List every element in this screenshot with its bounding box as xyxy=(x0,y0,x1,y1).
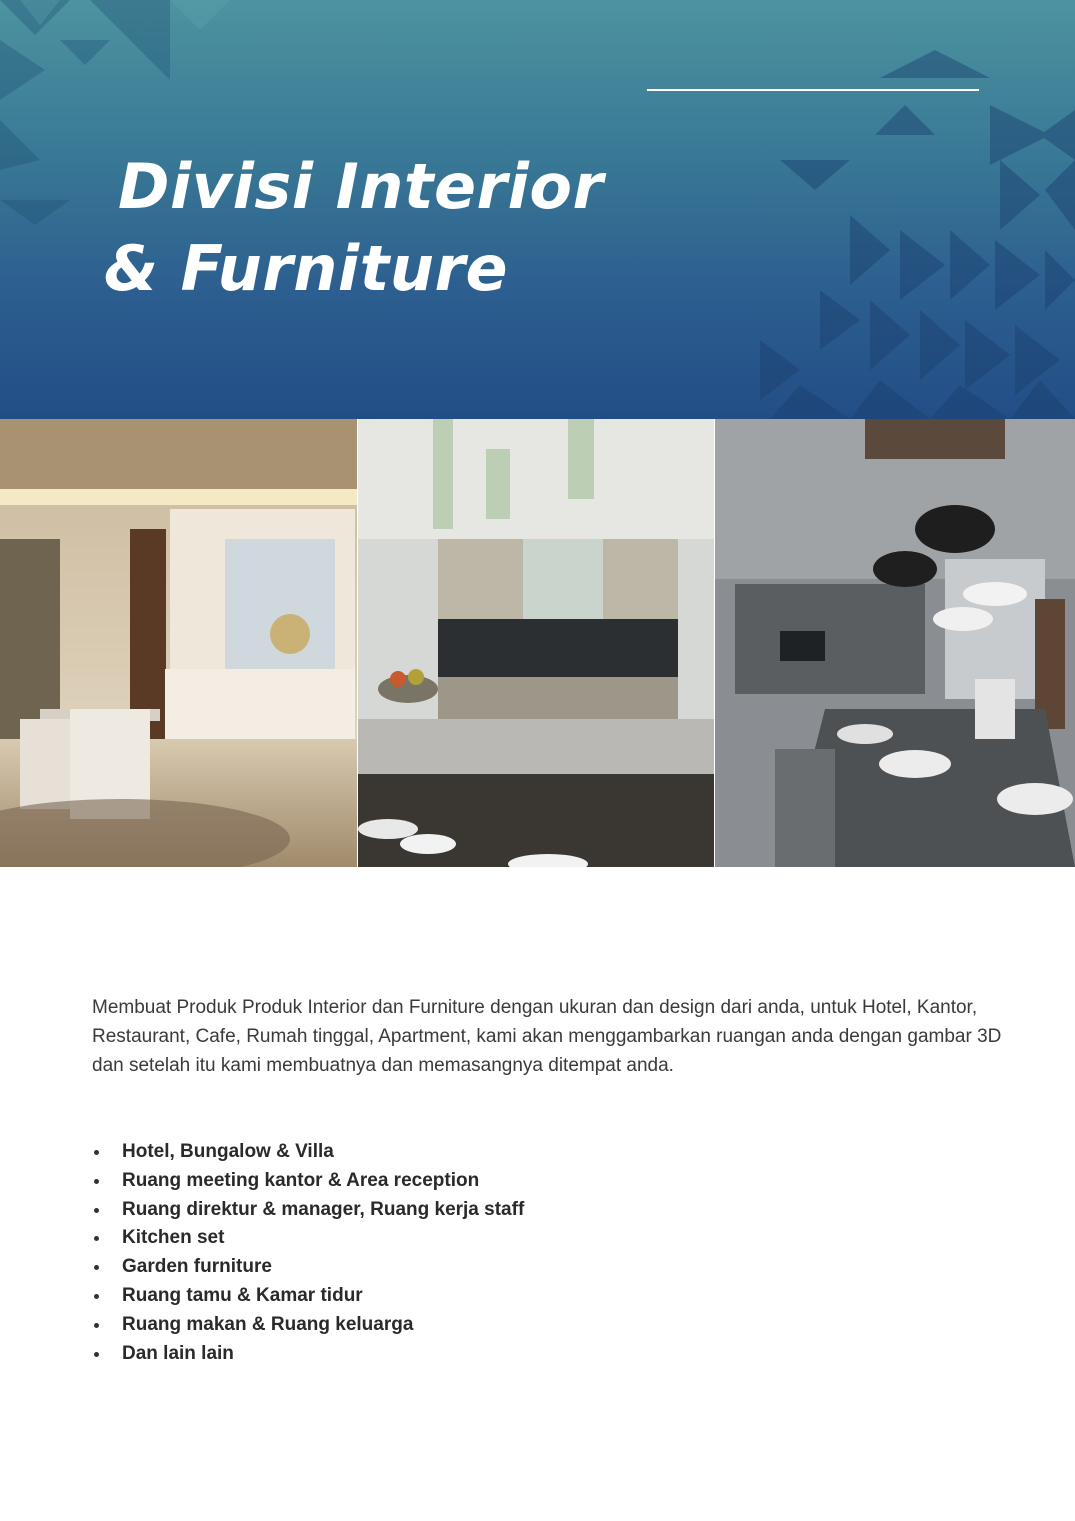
bullet-icon xyxy=(94,1352,99,1357)
bullet-icon xyxy=(94,1236,99,1241)
header-rule xyxy=(647,89,979,91)
photo-dining-room xyxy=(0,419,357,867)
list-item: Ruang makan & Ruang keluarga xyxy=(92,1311,524,1340)
header-banner xyxy=(0,0,1075,419)
photo-strip xyxy=(0,419,1075,867)
photo-dining-living xyxy=(715,419,1075,867)
list-item: Hotel, Bungalow & Villa xyxy=(92,1138,524,1167)
bullet-icon xyxy=(94,1294,99,1299)
list-item: Dan lain lain xyxy=(92,1340,524,1369)
list-item: Ruang tamu & Kamar tidur xyxy=(92,1282,524,1311)
list-item: Kitchen set xyxy=(92,1224,524,1253)
services-list xyxy=(92,1138,524,1368)
photo-kitchen xyxy=(358,419,714,867)
intro-paragraph: Membuat Produk Produk Interior dan Furniture dengan ukuran dan design dari anda, untuk Hotel, Kantor, Restaurant, Cafe, Rumah tinggal, Apartment, kami akan menggambarkan ruangan anda dengan gambar 3D dan setelah itu kami membuatnya dan memasangnya ditempat anda. xyxy=(92,997,1002,1076)
bullet-icon xyxy=(94,1150,99,1155)
bullet-icon xyxy=(94,1323,99,1328)
list-item: Garden furniture xyxy=(92,1253,524,1282)
page-title-line2: & Furniture xyxy=(104,232,509,305)
bullet-icon xyxy=(94,1208,99,1213)
list-item: Ruang meeting kantor & Area reception xyxy=(92,1167,524,1196)
bullet-icon xyxy=(94,1265,99,1270)
list-item: Ruang direktur & manager, Ruang kerja staff xyxy=(92,1196,524,1225)
page-title-line1: Divisi Interior xyxy=(118,150,604,223)
bullet-icon xyxy=(94,1179,99,1184)
